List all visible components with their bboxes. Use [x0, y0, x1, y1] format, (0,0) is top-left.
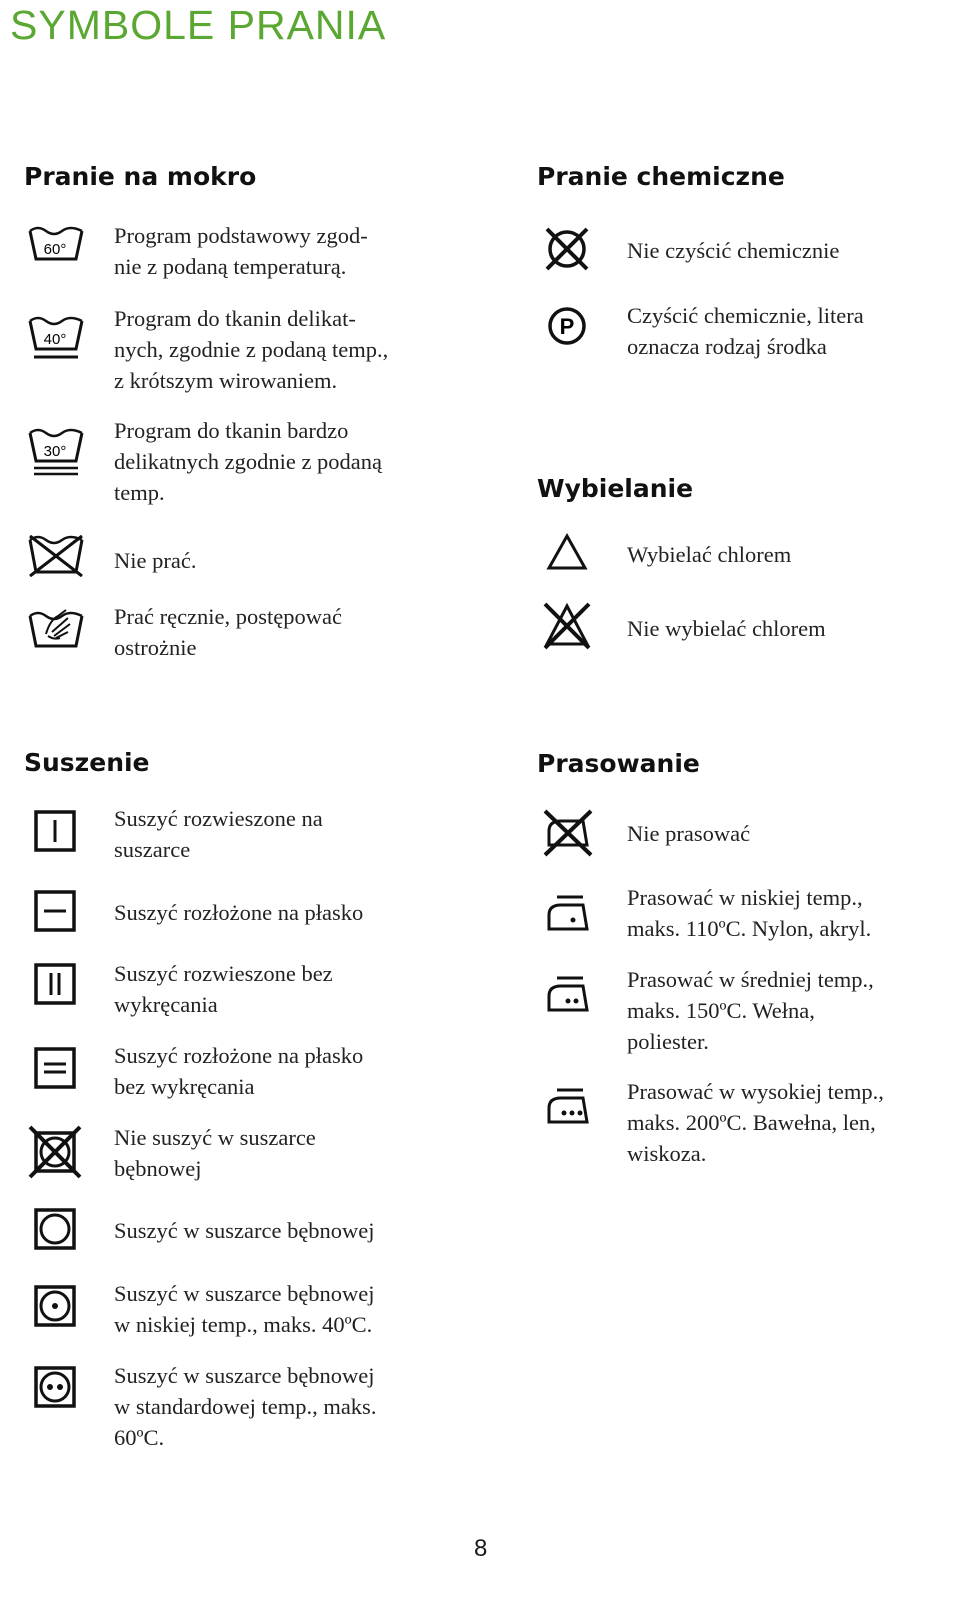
dry-flat-no-wring-icon	[24, 1041, 114, 1101]
heading-drying: Suszenie	[24, 748, 150, 777]
list-item	[24, 1278, 375, 1340]
iron-high-icon	[537, 1076, 627, 1169]
do-not-iron-icon	[537, 803, 627, 863]
item-text: Suszyć w suszarce bębnowej	[114, 1217, 375, 1243]
list-item	[24, 958, 333, 1020]
do-not-dry-clean-icon	[537, 220, 627, 280]
list-item	[537, 524, 791, 584]
heading-wash: Pranie na mokro	[24, 162, 257, 191]
list-item	[24, 220, 368, 282]
heading-ironing: Prasowanie	[537, 749, 700, 778]
svg-text:60°: 60°	[43, 241, 67, 258]
list-item	[537, 220, 839, 280]
tumble-dry-icon	[24, 1200, 114, 1260]
list-item	[24, 1200, 375, 1260]
page-title: SYMBOLE PRANIA	[10, 2, 387, 48]
tumble-dry-normal-icon	[24, 1360, 114, 1453]
item-text: Wybielać chlorem	[627, 541, 792, 567]
list-item	[24, 303, 388, 396]
list-item	[537, 1076, 884, 1169]
list-item	[537, 300, 864, 362]
list-item	[24, 530, 196, 590]
item-text: Program podstawowy zgod- nie z podaną temperaturą.	[114, 223, 368, 279]
do-not-wash-icon	[24, 530, 114, 590]
heading-dry-clean: Pranie chemiczne	[537, 162, 785, 191]
item-text: Prasować w wysokiej temp., maks. 200ºC. Bawełna, len, wiskoza.	[627, 1079, 884, 1166]
svg-text:30°: 30°	[43, 442, 67, 460]
list-item	[24, 1360, 376, 1453]
item-text: Czyścić chemicznie, litera oznacza rodzaj środka	[627, 303, 864, 359]
item-text: Nie wybielać chlorem	[627, 615, 826, 641]
item-text: Prać ręcznie, postępować ostrożnie	[114, 604, 343, 660]
svg-text:P: P	[559, 314, 575, 339]
wash-30-very-delicate-icon	[24, 423, 114, 501]
item-text: Nie suszyć w suszarce bębnowej	[114, 1125, 316, 1181]
wash-60-icon	[24, 221, 114, 281]
list-item	[24, 1040, 363, 1102]
list-item	[537, 598, 826, 658]
list-item	[24, 882, 363, 942]
dry-flat-icon	[24, 882, 114, 942]
iron-medium-icon	[537, 964, 627, 1057]
item-text: Nie czyścić chemicznie	[627, 237, 840, 263]
line-dry-icon	[24, 804, 114, 864]
item-text: Suszyć w suszarce bębnowej w standardowej temp., maks. 60ºC.	[114, 1363, 377, 1450]
item-text: Prasować w niskiej temp., maks. 110ºC. Nylon, akryl.	[627, 885, 872, 941]
item-text: Suszyć w suszarce bębnowej w niskiej temp., maks. 40ºC.	[114, 1281, 375, 1337]
iron-low-icon	[537, 883, 627, 943]
list-item	[537, 882, 871, 944]
do-not-bleach-icon	[537, 598, 627, 658]
item-text: Nie prać.	[114, 547, 197, 573]
hand-wash-icon	[24, 602, 114, 662]
list-item	[24, 601, 342, 663]
list-item	[24, 415, 382, 508]
item-text: Suszyć rozwieszone na suszarce	[114, 806, 323, 862]
item-text: Nie prasować	[627, 820, 751, 846]
item-text: Program do tkanin bardzo delikatnych zgodnie z podaną temp.	[114, 418, 383, 505]
list-item	[24, 803, 323, 865]
page-number: 8	[474, 1535, 488, 1562]
dry-clean-p-icon	[537, 301, 627, 361]
item-text: Suszyć rozłożone na płasko bez wykręcania	[114, 1043, 364, 1099]
item-text: Suszyć rozwieszone bez wykręcania	[114, 961, 333, 1017]
item-text: Suszyć rozłożone na płasko	[114, 899, 364, 925]
svg-text:40°: 40°	[43, 330, 67, 348]
tumble-dry-low-icon	[24, 1279, 114, 1339]
list-item	[24, 1122, 316, 1184]
list-item	[537, 803, 750, 863]
item-text: Program do tkanin delikat- nych, zgodnie z podaną temp., z krótszym wirowaniem.	[114, 306, 389, 393]
heading-bleach: Wybielanie	[537, 474, 694, 503]
item-text: Prasować w średniej temp., maks. 150ºC. Wełna, poliester.	[627, 967, 874, 1054]
list-item	[537, 964, 874, 1057]
wash-40-delicate-icon	[24, 311, 114, 389]
bleach-icon	[537, 524, 627, 584]
do-not-tumble-dry-icon	[24, 1123, 114, 1183]
drip-dry-icon	[24, 959, 114, 1019]
